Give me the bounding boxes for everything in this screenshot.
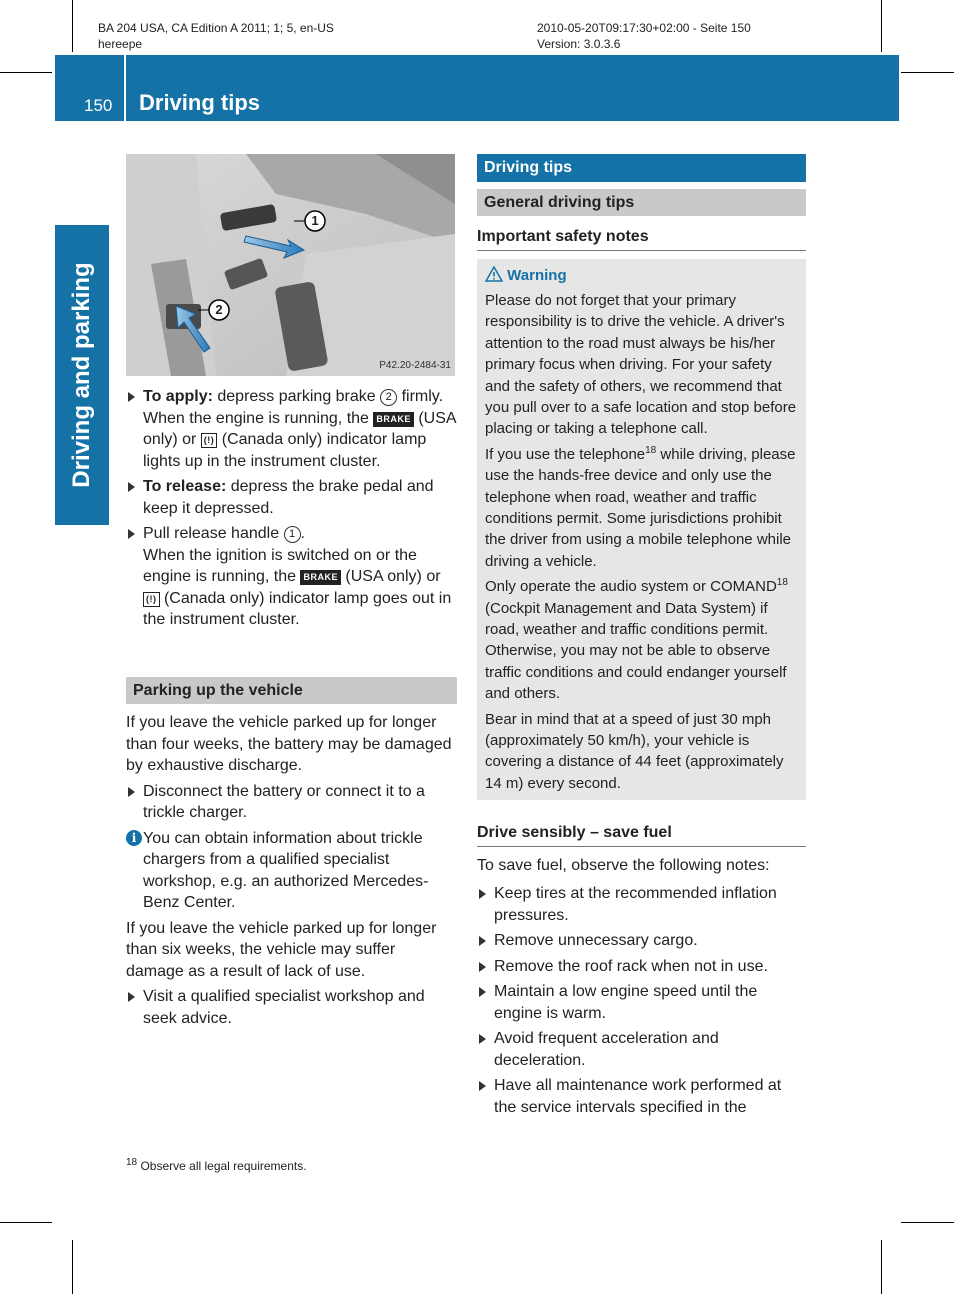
- footnote-number: 18: [126, 1157, 138, 1168]
- step-text: (USA only) or: [143, 409, 456, 448]
- figure-code: P42.20-2484-31: [379, 360, 451, 371]
- callout-ref: 2: [380, 389, 397, 406]
- step-arrow-icon: [128, 392, 135, 402]
- page-title: Driving tips: [139, 90, 261, 115]
- fuel-item: [477, 1028, 806, 1071]
- meta-line: 2010-05-20T09:17:30+02:00 - Seite 150: [537, 21, 751, 35]
- fuel-heading: Drive sensibly – save fuel: [477, 822, 806, 847]
- canada-brake-indicator-icon: (!): [143, 592, 160, 607]
- step-arrow-icon: [479, 889, 486, 899]
- print-meta-right: [537, 20, 751, 52]
- warning-text: (Cockpit Management and Data System) if road, weather and traffic conditions permit. Otherwise, you may not be able to observe traffic conditions and could endanger yourself and others.: [485, 599, 787, 703]
- footwell-illustration: [126, 154, 455, 376]
- warning-header: [485, 265, 798, 286]
- warning-paragraph: Bear in mind that at a speed of just 30 mph (approximately 50 km/h), your vehicle is covering a distance of 44 feet (approximately 14 m) every second.: [485, 710, 784, 792]
- parking-paragraph: If you leave the vehicle parked up for longer than six weeks, the vehicle may suffer damage as a result of lack of use.: [126, 919, 437, 980]
- crop-mark: [0, 1222, 52, 1223]
- warning-paragraph: Please do not forget that your primary responsibility is to drive the vehicle. A driver's attention to the road must always be his/her primary focus when driving. For your safety and the safety of others, we recommend that you pull over to a safe location and stop before placing or taking a telephone call.: [485, 291, 797, 438]
- step-text: Remove the roof rack when not in use.: [494, 957, 768, 975]
- pull-step: [126, 523, 457, 631]
- step-arrow-icon: [479, 936, 486, 946]
- step-text: (Canada only) indicator lamp lights up in the instrument cluster.: [143, 431, 427, 470]
- step-arrow-icon: [128, 529, 135, 539]
- crop-mark: [72, 0, 73, 52]
- section-title: Driving tips: [477, 154, 806, 182]
- step-label: To apply:: [143, 388, 213, 405]
- footnote: [126, 1159, 307, 1173]
- step-text: (USA only) or: [340, 568, 441, 585]
- callout-ref: 1: [284, 526, 301, 543]
- step-text: Have all maintenance work performed at the service intervals specified in the: [494, 1077, 782, 1116]
- crop-mark: [72, 1240, 73, 1294]
- warning-paragraph: [485, 444, 798, 572]
- parking-step: [126, 986, 457, 1029]
- step-arrow-icon: [128, 482, 135, 492]
- step-arrow-icon: [479, 1034, 486, 1044]
- step-text: Maintain a low engine speed until the engine is warm.: [494, 983, 758, 1022]
- step-arrow-icon: [128, 787, 135, 797]
- crop-mark: [881, 1240, 882, 1294]
- step-arrow-icon: [128, 992, 135, 1002]
- warning-triangle-icon: [485, 266, 503, 282]
- info-icon: i: [126, 830, 142, 846]
- step-text: .: [300, 525, 305, 542]
- left-column: [126, 386, 457, 1033]
- warning-paragraph: [485, 576, 798, 704]
- canada-brake-indicator-icon: (!): [201, 433, 218, 448]
- meta-line: BA 204 USA, CA Edition A 2011; 1; 5, en-US: [98, 21, 334, 35]
- safety-heading: Important safety notes: [477, 226, 806, 251]
- meta-line: Version: 3.0.3.6: [537, 37, 621, 51]
- callout-2: 2: [215, 302, 223, 317]
- fuel-item: [477, 930, 806, 952]
- info-note: [126, 828, 457, 914]
- parking-brake-figure: [126, 154, 455, 376]
- warning-label: Warning: [507, 266, 567, 284]
- parking-paragraph: If you leave the vehicle parked up for longer than four weeks, the battery may be damaged by exhaustive discharge.: [126, 714, 452, 774]
- fuel-item: [477, 956, 806, 978]
- step-text: Remove unnecessary cargo.: [494, 932, 698, 950]
- step-text: Avoid frequent acceleration and deceleration.: [494, 1030, 719, 1069]
- step-text: Pull release handle: [143, 525, 284, 542]
- info-text: You can obtain information about trickle chargers from a qualified specialist workshop, e.g. an authorized Mercedes-Benz Center.: [143, 829, 429, 911]
- step-text: firmly. When the engine is running, the: [143, 388, 444, 427]
- callout-1: 1: [311, 213, 319, 228]
- warning-text: Only operate the audio system or COMAND: [485, 578, 777, 596]
- footnote-text: Observe all legal requirements.: [137, 1159, 307, 1173]
- step-text: Keep tires at the recommended inflation pressures.: [494, 885, 777, 924]
- print-meta-left: [98, 20, 334, 52]
- step-text: depress the brake pedal and keep it depressed.: [143, 478, 434, 517]
- header-separator: [124, 55, 126, 121]
- step-arrow-icon: [479, 987, 486, 997]
- crop-mark: [901, 1222, 954, 1223]
- brake-indicator-icon: BRAKE: [373, 412, 414, 427]
- step-arrow-icon: [479, 1081, 486, 1091]
- crop-mark: [881, 0, 882, 52]
- chapter-side-tab: [55, 225, 109, 525]
- step-label: To release:: [143, 478, 227, 495]
- parking-heading: Parking up the vehicle: [126, 677, 457, 705]
- fuel-item: [477, 883, 806, 926]
- right-column: [477, 154, 806, 1122]
- meta-line: hereepe: [98, 37, 143, 51]
- page-number: 150: [84, 96, 113, 115]
- crop-mark: [0, 72, 52, 73]
- step-arrow-icon: [479, 962, 486, 972]
- step-text: Disconnect the battery or connect it to a trickle charger.: [143, 782, 425, 821]
- brake-indicator-icon: BRAKE: [300, 570, 341, 585]
- step-text: (Canada only) indicator lamp goes out in the instrument cluster.: [143, 589, 452, 628]
- warning-text: while driving, please use the hands-free device and only use the telephone when road, weather and traffic conditions permit. Some jurisdictions prohibit the driver from using a mobile telephone while driving a vehicle.: [485, 445, 796, 570]
- fuel-item: [477, 981, 806, 1024]
- step-text: When the ignition is switched on or the engine is running, the: [143, 546, 417, 585]
- warning-text: If you use the telephone: [485, 445, 646, 463]
- step-text: depress parking brake: [212, 388, 381, 405]
- fuel-item: [477, 1075, 806, 1118]
- release-step: [126, 476, 457, 519]
- footnote-ref: 18: [776, 577, 788, 589]
- crop-mark: [901, 72, 954, 73]
- fuel-intro: To save fuel, observe the following notes:: [477, 856, 770, 874]
- parking-step: [126, 781, 457, 824]
- apply-step: [126, 386, 457, 472]
- footnote-ref: 18: [645, 444, 657, 456]
- warning-box: [477, 259, 806, 801]
- subsection-title: General driving tips: [477, 189, 806, 217]
- chapter-title: Driving and parking: [68, 262, 95, 488]
- step-text: Visit a qualified specialist workshop and seek advice.: [143, 988, 425, 1027]
